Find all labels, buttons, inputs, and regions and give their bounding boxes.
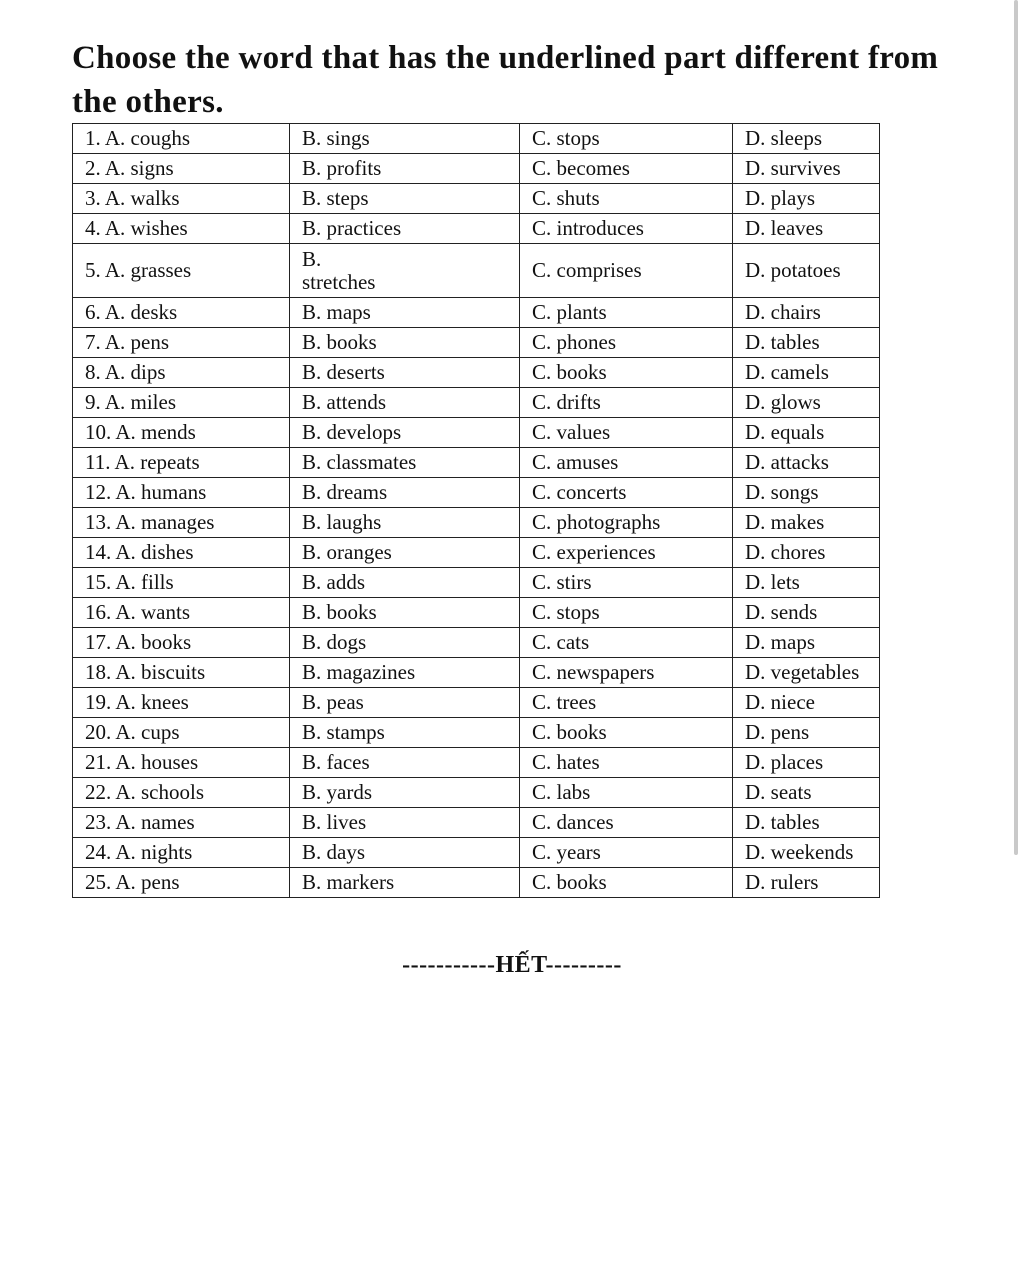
option-text: D. lets [745,570,800,594]
option-text: 3. A. walks [85,186,180,210]
option-text: 6. A. desks [85,300,178,324]
question-row [73,328,880,358]
question-row [73,298,880,328]
option-text: B. lives [302,810,367,834]
option-cell [733,658,880,688]
question-row [73,478,880,508]
option-cell [733,478,880,508]
option-cell [520,778,733,808]
option-cell [290,448,520,478]
option-text: C. phones [532,330,616,354]
option-text: 24. A. nights [85,840,193,864]
option-cell [290,568,520,598]
option-text: D. pens [745,720,810,744]
question-row [73,658,880,688]
option-cell [290,124,520,154]
option-text: D. seats [745,780,812,804]
option-text: B. dogs [302,630,367,654]
question-row [73,748,880,778]
option-cell [73,508,290,538]
option-text: B. steps [302,186,369,210]
option-text: C. labs [532,780,591,804]
option-text: 12. A. humans [85,480,207,504]
question-row [73,628,880,658]
option-text: 9. A. miles [85,390,177,414]
option-text: B. stamps [302,720,385,744]
option-cell [520,358,733,388]
option-text: D. potatoes [745,258,841,282]
option-text: C. dances [532,810,614,834]
option-text: D. tables [745,810,820,834]
option-cell [520,448,733,478]
option-text: D. sleeps [745,126,822,150]
option-cell [73,358,290,388]
option-text: 19. A. knees [85,690,189,714]
option-cell [733,448,880,478]
option-cell [520,838,733,868]
option-text: B. sings [302,126,370,150]
option-cell [733,298,880,328]
option-text: 11. A. repeats [85,450,200,474]
option-text: D. rulers [745,870,819,894]
option-text: D. places [745,750,824,774]
option-cell [520,244,733,298]
option-text: D. chairs [745,300,821,324]
option-cell [520,214,733,244]
option-cell [73,418,290,448]
option-text: D. tables [745,330,820,354]
option-text: B. classmates [302,450,417,474]
option-cell [73,388,290,418]
option-cell [290,508,520,538]
option-cell [733,808,880,838]
option-text: 14. A. dishes [85,540,194,564]
option-cell [733,568,880,598]
question-row [73,154,880,184]
option-cell [520,658,733,688]
option-text: 22. A. schools [85,780,205,804]
option-text: C. books [532,360,607,384]
option-text: 23. A. names [85,810,195,834]
option-cell [733,748,880,778]
option-cell [290,358,520,388]
option-cell [733,508,880,538]
option-text: 20. A. cups [85,720,180,744]
question-row [73,388,880,418]
question-row [73,868,880,898]
option-cell [73,328,290,358]
option-cell [73,628,290,658]
option-text: C. introduces [532,216,644,240]
option-cell [733,244,880,298]
option-cell [733,778,880,808]
option-text: C. newspapers [532,660,655,684]
option-text: B. maps [302,300,371,324]
option-text: D. attacks [745,450,829,474]
option-cell [733,718,880,748]
option-text: 18. A. biscuits [85,660,206,684]
option-text: C. shuts [532,186,600,210]
option-cell [290,184,520,214]
option-cell [733,838,880,868]
option-text: D. maps [745,630,815,654]
option-cell [290,388,520,418]
option-cell [73,598,290,628]
option-text: 7. A. pens [85,330,169,354]
option-text: B. faces [302,750,370,774]
option-cell [290,244,520,298]
question-row [73,244,880,298]
option-text: 25. A. pens [85,870,180,894]
option-text: C. drifts [532,390,601,414]
option-cell [73,298,290,328]
question-row [73,508,880,538]
option-text: D. equals [745,420,825,444]
option-text: D. vegetables [745,660,860,684]
option-text: C. plants [532,300,607,324]
option-text: 8. A. dips [85,360,166,384]
option-cell [733,418,880,448]
option-cell [520,184,733,214]
option-text: B. adds [302,570,365,594]
option-text: D. makes [745,510,825,534]
option-text: 1. A. coughs [85,126,190,150]
option-text: C. stirs [532,570,592,594]
option-text: B. develops [302,420,402,444]
option-cell [73,184,290,214]
question-row [73,808,880,838]
question-row [73,214,880,244]
option-cell [290,778,520,808]
option-cell [733,538,880,568]
option-cell [520,328,733,358]
option-cell [290,214,520,244]
question-row [73,358,880,388]
option-text: B. magazines [302,660,416,684]
option-text: C. trees [532,690,597,714]
option-cell [733,358,880,388]
option-cell [73,214,290,244]
option-cell [290,154,520,184]
option-text: D. glows [745,390,821,414]
option-cell [290,748,520,778]
option-cell [520,568,733,598]
option-text: D. camels [745,360,829,384]
option-text: B. books [302,600,377,624]
option-cell [520,418,733,448]
option-text: D. survives [745,156,841,180]
page-title: Choose the word that has the underlined part different from the others. [72,40,939,120]
option-text: B. practices [302,216,402,240]
option-cell [73,868,290,898]
option-cell [290,868,520,898]
option-text: D. chores [745,540,826,564]
option-cell [73,688,290,718]
option-text: D. weekends [745,840,854,864]
end-marker: -----------HẾT--------- [402,952,622,978]
option-cell [73,568,290,598]
option-cell [73,718,290,748]
option-cell [520,154,733,184]
option-cell [290,658,520,688]
option-text: 21. A. houses [85,750,199,774]
question-row [73,124,880,154]
option-text: 16. A. wants [85,600,190,624]
option-text: 13. A. manages [85,510,215,534]
option-text: C. stops [532,126,600,150]
option-text: C. books [532,870,607,894]
option-cell [290,838,520,868]
option-text: C. stops [532,600,600,624]
option-text: B. peas [302,690,364,714]
option-cell [520,388,733,418]
option-text: 17. A. books [85,630,192,654]
option-text: C. comprises [532,258,642,282]
question-row [73,538,880,568]
option-cell [290,598,520,628]
option-cell [733,214,880,244]
option-text: C. cats [532,630,590,654]
option-text: D. sends [745,600,818,624]
option-text: C. amuses [532,450,619,474]
scrollbar-edge[interactable] [1014,0,1018,855]
option-cell [290,478,520,508]
option-cell [73,448,290,478]
option-cell [733,628,880,658]
option-cell [73,658,290,688]
option-cell [520,124,733,154]
option-cell [290,538,520,568]
option-cell [520,298,733,328]
option-text: C. years [532,840,601,864]
option-text: 2. A. signs [85,156,174,180]
option-text: C. becomes [532,156,630,180]
option-cell [520,718,733,748]
option-cell [733,184,880,214]
option-text: D. songs [745,480,819,504]
option-text: B. laughs [302,510,382,534]
option-cell [73,478,290,508]
option-text: C. concerts [532,480,627,504]
option-text: C. hates [532,750,600,774]
option-text: B. stretches [302,246,376,294]
option-cell [73,778,290,808]
option-cell [520,808,733,838]
option-text: B. profits [302,156,382,180]
option-text: B. markers [302,870,395,894]
option-cell [290,298,520,328]
option-cell [520,688,733,718]
option-text: B. dreams [302,480,388,504]
question-row [73,778,880,808]
option-cell [520,478,733,508]
option-text: D. niece [745,690,815,714]
option-text: B. oranges [302,540,392,564]
option-text: 5. A. grasses [85,258,192,282]
option-cell [73,808,290,838]
question-row [73,418,880,448]
option-cell [733,154,880,184]
option-text: C. photographs [532,510,661,534]
option-text: B. days [302,840,365,864]
option-text: B. attends [302,390,386,414]
option-cell [290,328,520,358]
option-cell [733,124,880,154]
option-cell [520,628,733,658]
option-cell [733,688,880,718]
option-cell [73,124,290,154]
option-cell [520,868,733,898]
option-cell [733,328,880,358]
option-cell [520,508,733,538]
option-cell [733,868,880,898]
option-text: D. leaves [745,216,824,240]
question-row [73,448,880,478]
question-row [73,598,880,628]
option-cell [520,598,733,628]
question-row [73,184,880,214]
option-text: 4. A. wishes [85,216,188,240]
option-cell [733,388,880,418]
question-row [73,568,880,598]
option-cell [73,154,290,184]
option-cell [290,418,520,448]
option-text: 15. A. fills [85,570,174,594]
option-cell [290,718,520,748]
option-text: B. books [302,330,377,354]
option-text: C. books [532,720,607,744]
option-cell [290,808,520,838]
option-text: B. yards [302,780,372,804]
question-row [73,838,880,868]
option-cell [73,538,290,568]
option-text: B. deserts [302,360,385,384]
option-text: C. experiences [532,540,656,564]
option-cell [733,598,880,628]
option-text: 10. A. mends [85,420,196,444]
quiz-table [72,123,880,898]
option-cell [73,748,290,778]
option-cell [73,838,290,868]
option-cell [290,628,520,658]
option-cell [520,748,733,778]
option-text: D. plays [745,186,815,210]
question-row [73,718,880,748]
option-text: C. values [532,420,611,444]
option-cell [73,244,290,298]
option-cell [290,688,520,718]
question-row [73,688,880,718]
option-cell [520,538,733,568]
